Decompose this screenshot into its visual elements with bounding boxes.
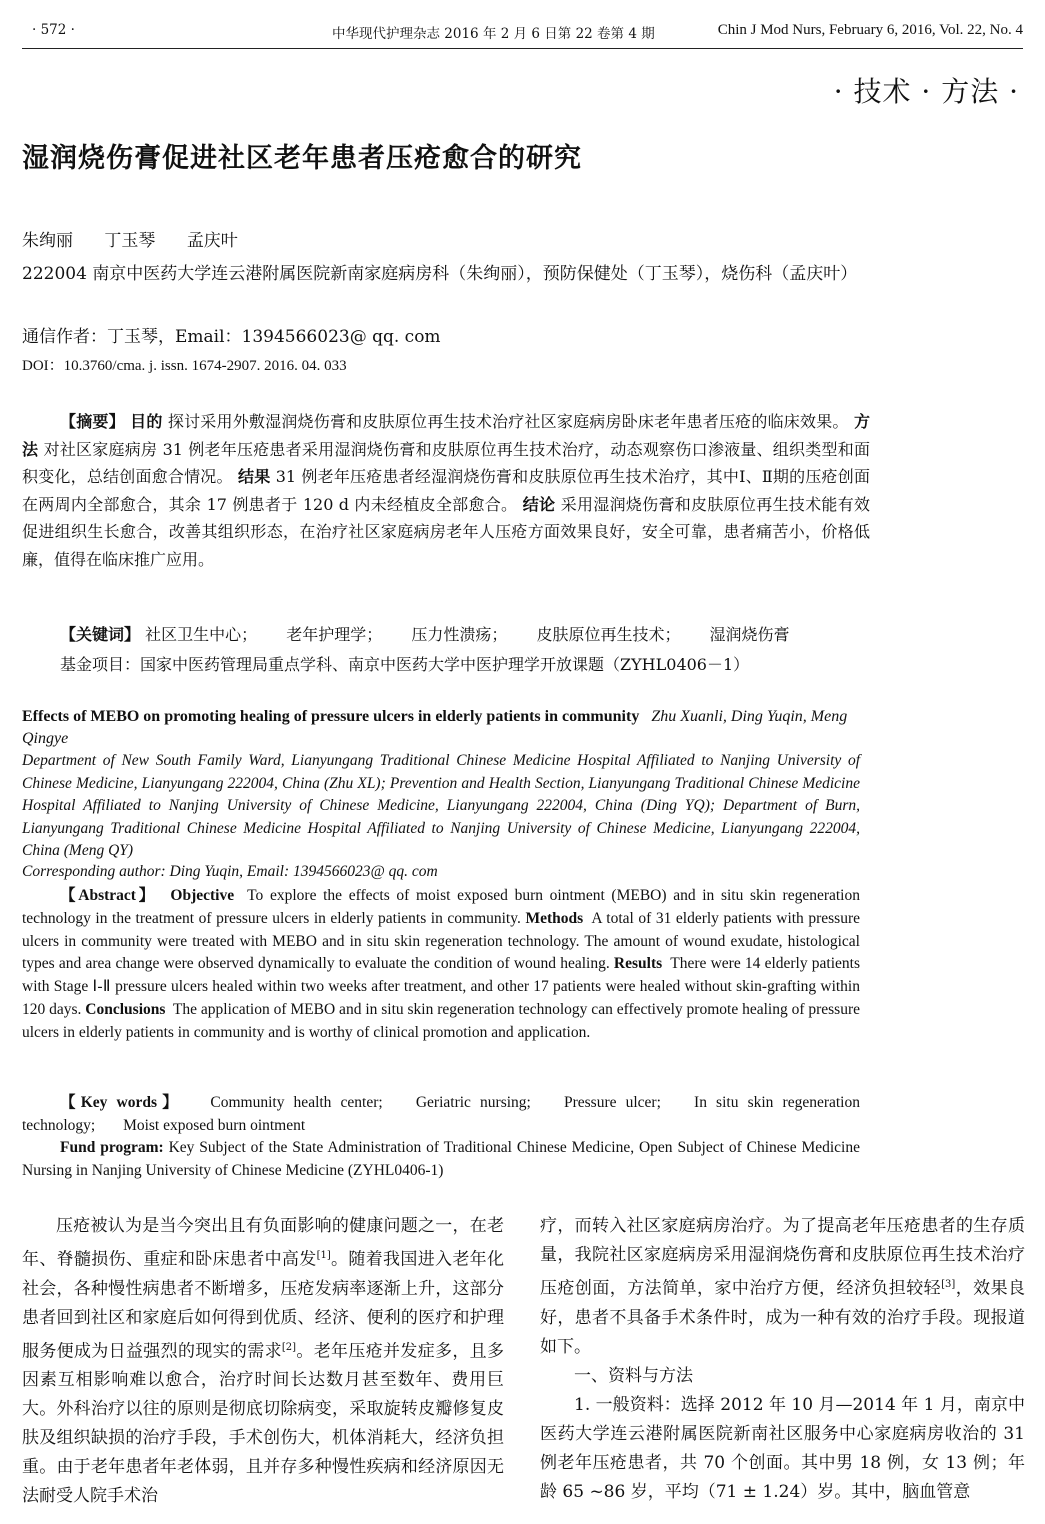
results-text: There were 14 elderly patients with Stage Ⅰ-Ⅱ pressure ulcers healed within two weeks after treatment, and other 17 patients were healed without skin-grafting within 120 days.	[22, 955, 861, 1018]
fund-en	[22, 1137, 860, 1183]
keyword: Geriatric nursing;	[415, 1094, 531, 1111]
objective-label: 目的	[130, 412, 163, 431]
methods-text: 对社区家庭病房 31 例老年压疮患者采用湿润烧伤膏和皮肤原位再生技术治疗，动态观察伤口渗液量、组织类型和面积变化，总结创面愈合情况。	[22, 439, 870, 486]
keyword: 社区卫生中心；	[145, 625, 258, 644]
running-header	[22, 18, 1023, 49]
keyword: 湿润烧伤膏	[709, 625, 790, 644]
abstract-cn	[22, 408, 870, 573]
article-title: 湿润烧伤膏促进社区老年患者压疮愈合的研究	[22, 143, 582, 174]
keyword: Pressure ulcer;	[563, 1094, 661, 1111]
fund-text: Key Subject of the State Administration of Traditional Chinese Medicine, Open Subject of Chinese Medicine Nursing in Nanjing University of Chinese Medicine (ZYHL0406-1)	[22, 1139, 860, 1179]
conclusions-label: Conclusions	[85, 1000, 166, 1018]
body-text: 压疮被认为是当今突出且有负面影响的健康问题之一，在老年、脊髓损伤、重症和卧床患者中高发	[22, 1216, 504, 1270]
keywords-label: 【Key words】	[60, 1094, 184, 1111]
methods-text: A total of 31 elderly patients with pressure ulcers in community were treated with MEBO and in situ skin regeneration technology. The amount of wound exudate, histological types and area change were observed dynamically to evaluate the condition of wound healing.	[22, 909, 861, 973]
results-text: 31 例老年压疮患者经湿润烧伤膏和皮肤原位再生技术治疗，其中Ⅰ、Ⅱ期的压疮创面在两周内全部愈合，其余 17 例患者于 120 d 内未经植皮全部愈合。	[22, 467, 870, 514]
journal-citation-en: Chin J Mod Nurs, February 6, 2016, Vol. 22, No. 4	[717, 22, 1023, 38]
body-column-left	[22, 1212, 504, 1511]
correspondence: 通信作者：丁玉琴，Email：1394566023@ qq. com	[22, 327, 441, 347]
keywords-label: 【关键词】	[60, 625, 141, 644]
english-affiliation: Department of New South Family Ward, Lianyungang Traditional Chinese Medicine Hospital Affiliated to Nanjing University of Chinese Medicine, Lianyungang 222004, China (Zhu XL); Prevention and Health Section, Lianyungang Traditional Chinese Medicine Hospital Affiliated to Nanjing University of Chinese Medicine, Lianyungang 222004, China (Ding YQ); Department of Burn, Lianyungang Traditional Chinese Medicine Hospital Affiliated to Nanjing University of Chinese Medicine, Lianyungang 222004, China (Meng QY)	[22, 752, 860, 859]
conclusions-text: The application of MEBO and in situ skin regeneration technology can effectively promote healing of pressure ulcers in elderly patients in community and is worthy of clinical promotion and application.	[22, 1000, 861, 1041]
objective-text: To explore the effects of moist exposed burn ointment (MEBO) and in situ skin regeneration technology in the treatment of pressure ulcers in elderly patients in community.	[22, 887, 860, 927]
abstract-label: 【摘要】	[60, 412, 125, 431]
body-text: 疗，而转入社区家庭病房治疗。为了提高老年压疮患者的生存质量，我院社区家庭病房采用湿润烧伤膏和皮肤原位再生技术治疗压疮创面，方法简单，家中治疗方便，经济负担较轻	[540, 1216, 1025, 1299]
english-title-block	[22, 706, 860, 750]
body-text: ，效果良好，患者不具备手术条件时，成为一种有效的治疗手段。现报道如下。	[540, 1278, 1026, 1357]
keyword: 压力性溃疡；	[411, 625, 508, 644]
body-paragraph	[22, 1212, 504, 1511]
english-authors: Zhu Xuanli, Ding Yuqin, Meng Qingye	[22, 708, 848, 747]
results-label: Results	[613, 955, 663, 973]
citation-ref: [3]	[941, 1279, 956, 1290]
body-text: 。随着我国进入老年化社会，各种慢性病患者不断增多，压疮发病率逐渐上升，这部分患者回到社区和家庭后如何得到优质、经济、便利的医疗和护理服务便成为日益强烈的现实的需求	[22, 1249, 505, 1362]
fund-cn: 基金项目：国家中医药管理局重点学科、南京中医药大学中医护理学开放课题（ZYHL0406－1）	[60, 655, 750, 674]
doi: DOI：10.3760/cma. j. issn. 1674-2907. 2016. 04. 033	[22, 358, 347, 374]
section-tag: · 技术 · 方法 ·	[833, 75, 1019, 108]
body-text: 。老年压疮并发症多，且多因素互相影响难以愈合，治疗时间长达数月甚至数年、费用巨大。外科治疗以往的原则是彻底切除病变，采取旋转皮瓣修复皮肤及组织缺损的治疗手段，手术创伤大，机体消耗大，经济负担重。由于老年患者年老体弱，且并存多种慢性疾病和经济原因无法耐受人院手术治	[22, 1341, 505, 1507]
keyword: Moist exposed burn ointment	[123, 1116, 306, 1134]
conclusions-label: 结论	[522, 494, 556, 514]
keyword: 皮肤原位再生技术；	[536, 625, 681, 644]
body-paragraph: 1. 一般资料：选择 2012 年 10 月—2014 年 1 月，南京中医药大学连云港附属医院新南社区服务中心家庭病房收治的 31 例老年压疮患者，共 70 个创面。其中男 18 例，女 13 例；年龄 65 ~86 岁，平均（71 ± 1.24）岁。其中，脑血管意	[540, 1394, 1025, 1502]
body-paragraph	[540, 1212, 1025, 1362]
english-correspondence: Corresponding author: Ding Yuqin, Email: 1394566023@ qq. com	[22, 863, 438, 880]
citation-ref: [1]	[316, 1250, 331, 1261]
objective-label: Objective	[170, 887, 235, 904]
author-name: 丁玉琴	[104, 231, 156, 251]
keyword: Community health center;	[210, 1094, 383, 1111]
journal-citation-cn: 中华现代护理杂志 2016 年 2 月 6 日第 22 卷第 4 期	[332, 26, 655, 42]
methods-label: 方法	[22, 412, 870, 459]
fund-label: Fund program:	[60, 1139, 164, 1156]
author-list	[22, 226, 264, 251]
keyword: In situ skin regeneration technology;	[22, 1094, 860, 1134]
section-heading: 一、资料与方法	[574, 1365, 693, 1386]
english-title: Effects of MEBO on promoting healing of pressure ulcers in elderly patients in community	[22, 708, 640, 725]
methods-label: Methods	[525, 909, 584, 927]
abstract-label: 【Abstract】	[60, 887, 158, 904]
page-number: · 572 ·	[32, 22, 75, 38]
author-name: 朱绚丽	[22, 231, 73, 251]
keywords-cn	[60, 622, 814, 645]
affiliation: 222004 南京中医药大学连云港附属医院新南家庭病房科（朱绚丽），预防保健处（丁玉琴），烧伤科（孟庆叶）	[22, 264, 858, 284]
results-label: 结果	[238, 467, 271, 486]
conclusions-text: 采用湿润烧伤膏和皮肤原位再生技术能有效促进组织生长愈合，改善其组织形态，在治疗社区家庭病房老年人压疮方面效果良好，安全可靠，患者痛苦小，价格低廉，值得在临床推广应用。	[22, 494, 870, 569]
keywords-en	[22, 1092, 860, 1138]
keyword: 老年护理学；	[286, 625, 383, 644]
objective-text: 探讨采用外敷湿润烧伤膏和皮肤原位再生技术治疗社区家庭病房卧床老年患者压疮的临床效果。	[167, 412, 849, 431]
body-column-right	[540, 1212, 1025, 1507]
citation-ref: [2]	[281, 1341, 297, 1353]
abstract-en	[22, 885, 860, 1045]
author-name: 孟庆叶	[186, 231, 238, 251]
